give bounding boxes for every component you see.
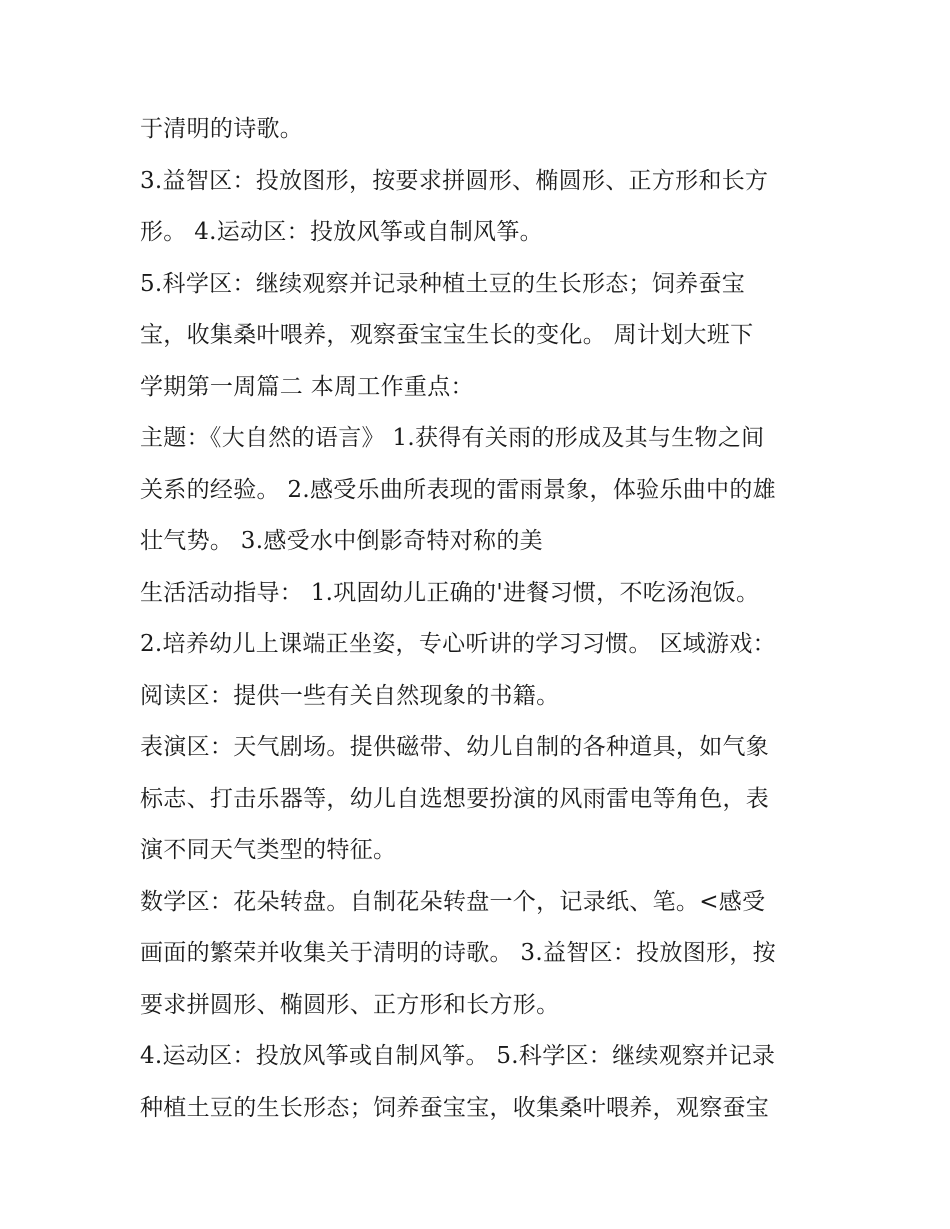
- text-line: 种植土豆的生长形态；饲养蚕宝宝，收集桑叶喂养，观察蚕宝: [140, 1094, 770, 1121]
- text-line: 数学区：花朵转盘。自制花朵转盘一个，记录纸、笔。<感受: [140, 888, 766, 915]
- text-line: 壮气势。 3.感受水中倒影奇特对称的美: [140, 528, 543, 554]
- text-line: 2.培养幼儿上课端正坐姿，专心听讲的学习习惯。 区域游戏：: [140, 631, 776, 657]
- text-line: 宝，收集桑叶喂养，观察蚕宝宝生长的变化。 周计划大班下: [140, 322, 754, 348]
- text-line: 4.运动区：投放风筝或自制风筝。 5.科学区：继续观察并记录: [140, 1043, 776, 1069]
- text-line: 阅读区：提供一些有关自然现象的书籍。: [140, 682, 560, 709]
- text-line: 3.益智区：投放图形，按要求拼圆形、椭圆形、正方形和长方: [140, 167, 769, 194]
- text-line: 标志、打击乐器等，幼儿自选想要扮演的风雨雷电等角色，表: [140, 785, 770, 812]
- text-line: 画面的繁荣并收集关于清明的诗歌。 3.益智区：投放图形，按: [140, 940, 776, 966]
- text-line: 表演区：天气剧场。提供磁带、幼儿自制的各种道具，如气象: [140, 734, 770, 760]
- text-line: 形。 4.运动区：投放风筝或自制风筝。: [140, 219, 543, 245]
- document-body: [140, 108, 820, 1138]
- text-line: 主题：《大自然的语言》 1.获得有关雨的形成及其与生物之间: [140, 425, 765, 451]
- text-line: 学期第一周篇二 本周工作重点：: [140, 373, 474, 400]
- text-line: 演不同天气类型的特征。: [140, 837, 397, 863]
- text-line: 于清明的诗歌。: [140, 116, 304, 142]
- text-line: 5.科学区：继续观察并记录种植土豆的生长形态；饲养蚕宝: [140, 270, 746, 297]
- text-line: 生活活动指导： 1.巩固幼儿正确的'进餐习惯，不吃汤泡饭。: [140, 579, 760, 606]
- text-line: 关系的经验。 2.感受乐曲所表现的雷雨景象，体验乐曲中的雄: [140, 476, 776, 503]
- text-line: 要求拼圆形、椭圆形、正方形和长方形。: [140, 991, 560, 1018]
